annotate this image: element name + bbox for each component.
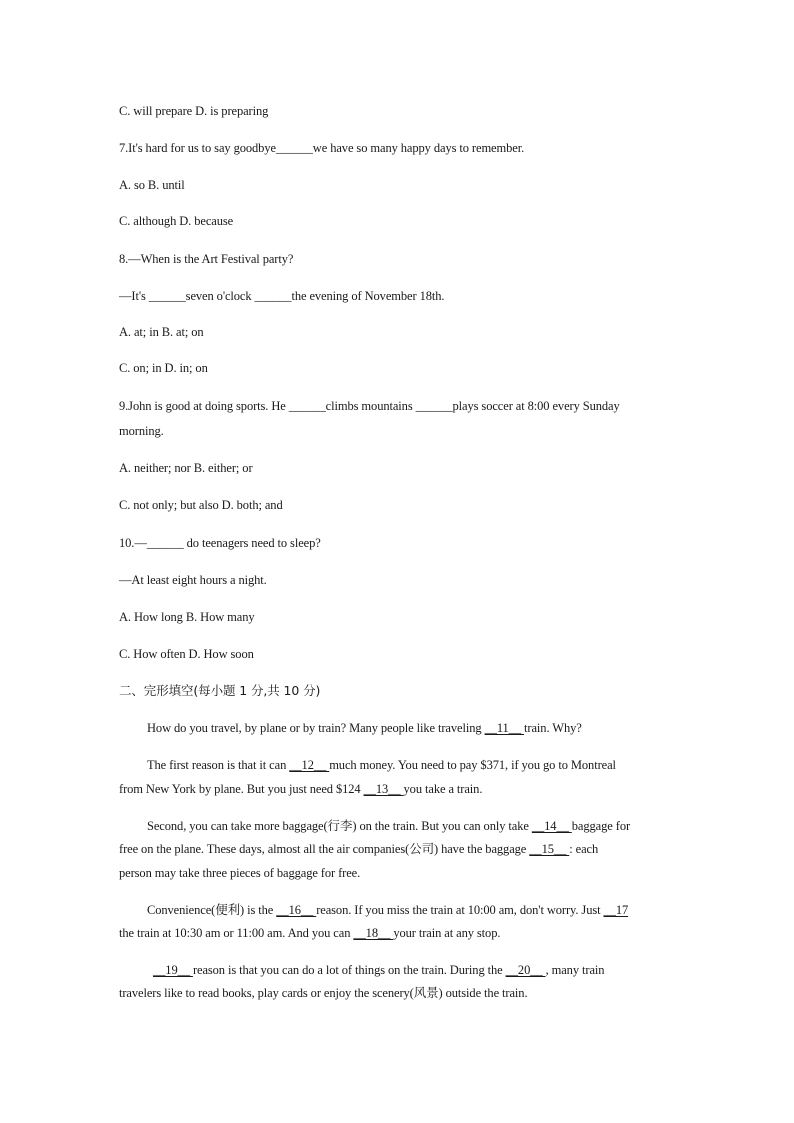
blank-15: __15__ <box>529 842 570 856</box>
text-span: free on the plane. These days, almost all the air companies(公司) have the baggage <box>119 842 530 856</box>
cloze-paragraph-5-line-2: travelers like to read books, play cards or enjoy the scenery(风景) outside the train. <box>119 986 528 1000</box>
cloze-paragraph-3-line-2 <box>119 841 598 857</box>
text-span: reason is that you can do a lot of things on the train. During the <box>192 963 506 977</box>
blank-11: __11__ <box>484 721 525 735</box>
cloze-paragraph-4-line-1 <box>147 902 628 918</box>
blank-18: __18__ <box>353 926 394 940</box>
question-10: 10.—______ do teenagers need to sleep? <box>119 536 321 550</box>
option-line-7ab: A. so B. until <box>119 178 185 192</box>
text-span: : each <box>569 842 599 856</box>
text-span: reason. If you miss the train at 10:00 am, don't worry. Just <box>316 903 604 917</box>
blank-12: __12__ <box>289 758 330 772</box>
text-span: train. Why? <box>524 721 582 735</box>
blank-14: __14__ <box>531 819 572 833</box>
text-span: much money. You need to pay $371, if you go to Montreal <box>329 758 616 772</box>
cloze-paragraph-5-line-1 <box>153 962 604 978</box>
text-span: you take a train. <box>403 782 483 796</box>
cloze-paragraph-4-line-2 <box>119 925 500 941</box>
cloze-paragraph-3-line-1 <box>147 818 630 834</box>
question-8-answer-line: —It's ______seven o'clock ______the evening of November 18th. <box>119 289 445 303</box>
cloze-paragraph-2-line-2 <box>119 781 482 797</box>
question-9-continued: morning. <box>119 424 164 438</box>
section-title: 二、完形填空(每小题 1 分,共 10 分) <box>119 683 321 698</box>
cloze-paragraph-3-line-3: person may take three pieces of baggage for free. <box>119 866 361 880</box>
text-span: Convenience(便利) is the <box>147 903 277 917</box>
option-line-10ab: A. How long B. How many <box>119 610 255 624</box>
option-line-8cd: C. on; in D. in; on <box>119 361 208 375</box>
text-span: The first reason is that it can <box>147 758 290 772</box>
question-9: 9.John is good at doing sports. He ______climbs mountains ______plays soccer at 8:00 every Sunday <box>119 399 620 413</box>
question-8: 8.—When is the Art Festival party? <box>119 252 294 266</box>
cloze-paragraph-1 <box>147 720 582 736</box>
question-7: 7.It's hard for us to say goodbye______we have so many happy days to remember. <box>119 141 525 155</box>
blank-16: __16__ <box>276 903 317 917</box>
option-line-6cd: C. will prepare D. is preparing <box>119 104 269 118</box>
option-line-9ab: A. neither; nor B. either; or <box>119 461 253 475</box>
cloze-paragraph-2-line-1 <box>147 757 616 773</box>
option-line-8ab: A. at; in B. at; on <box>119 325 204 339</box>
blank-19: __19__ <box>153 963 193 977</box>
blank-13: __13__ <box>363 782 404 796</box>
text-span: , many train <box>545 963 605 977</box>
blank-17: __17 <box>603 903 629 917</box>
blank-20: __20__ <box>505 963 546 977</box>
option-line-10cd: C. How often D. How soon <box>119 647 254 661</box>
text-span: your train at any stop. <box>393 926 501 940</box>
text-span: from New York by plane. But you just need $124 <box>119 782 364 796</box>
question-10-answer-line: —At least eight hours a night. <box>119 573 267 587</box>
option-line-9cd: C. not only; but also D. both; and <box>119 498 283 512</box>
text-span: the train at 10:30 am or 11:00 am. And you can <box>119 926 354 940</box>
text-span: How do you travel, by plane or by train? Many people like traveling <box>147 721 485 735</box>
text-span: baggage for <box>571 819 631 833</box>
option-line-7cd: C. although D. because <box>119 214 234 228</box>
text-span: Second, you can take more baggage(行李) on the train. But you can only take <box>147 819 532 833</box>
